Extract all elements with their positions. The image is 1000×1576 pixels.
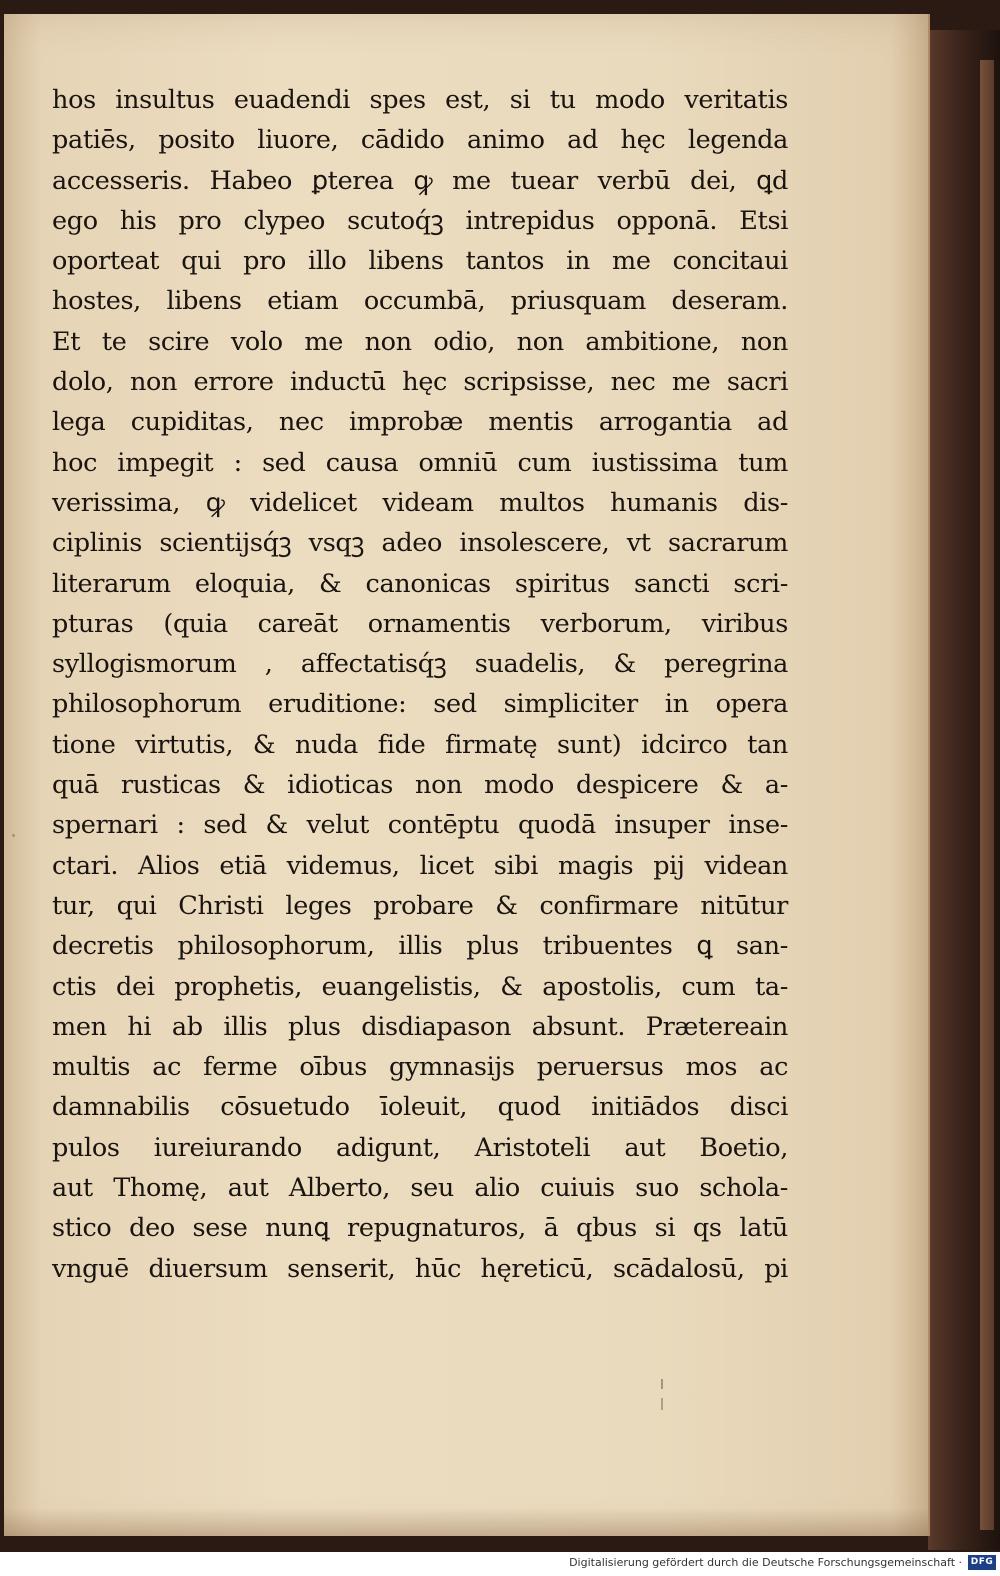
text-line: stico deo sese nunꝗ repugnaturos, ā qbus si qs latū (52, 1213, 788, 1244)
text-line: pulos iureiurando adigunt, Aristoteli aut Boetio, (52, 1132, 788, 1163)
text-line: tione virtutis, & nuda fide firmatę sunt) idcirco tan (52, 729, 788, 760)
dfg-logo-icon: DFG (968, 1555, 996, 1570)
text-line: hoc impegit : sed causa omniū cum iustissima tum (52, 447, 788, 478)
text-line: patiēs, posito liuore, cādido animo ad hęc legenda (52, 125, 788, 156)
text-line: quā rusticas & idioticas non modo despicere & a- (52, 770, 788, 801)
book-edge-highlight (980, 60, 994, 1530)
text-line: decretis philosophorum, illis plus tribuentes ꝗ san- (52, 931, 788, 962)
text-line: lega cupiditas, nec improbæ mentis arrogantia ad (52, 407, 788, 438)
text-line: dolo, non errore inductū hęc scripsisse, nec me sacri (52, 367, 788, 398)
text-line: vnguē diuersum senserit, hūc hęreticū, scādalosū, pi (52, 1253, 788, 1284)
funding-credit: Digitalisierung gefördert durch die Deutsche Forschungsgemeinschaft · (569, 1556, 962, 1569)
text-line: men hi ab illis plus disdiapason absunt. Prætereain (52, 1011, 788, 1042)
text-block (52, 80, 800, 1289)
text-line: philosophorum eruditione: sed simpliciter in opera (52, 689, 788, 720)
text-line: oporteat qui pro illo libens tantos in me concitaui (52, 246, 788, 277)
text-line: hostes, libens etiam occumbā, priusquam deseram. (52, 286, 788, 317)
text-line: ciplinis scientijsq́ꝫ vsqꝫ adeo insolescere, vt sacrarum (52, 528, 788, 559)
text-line: tur, qui Christi leges probare & confirmare nitūtur (52, 890, 788, 921)
page-shadow (4, 1508, 928, 1536)
text-line: Et te scire volo me non odio, non ambitione, non (52, 326, 788, 357)
text-line: ego his pro clypeo scutoq́ꝫ intrepidus opponā. Etsi (52, 205, 788, 236)
paper-fleck (661, 1398, 663, 1410)
text-line: damnabilis cōsuetudo īoleuit, quod initiādos disci (52, 1092, 788, 1123)
text-line: ctari. Alios etiā videmus, licet sibi magis pij videan (52, 850, 788, 881)
text-line: pturas (quia careāt ornamentis verborum, viribus (52, 608, 788, 639)
paper-fleck (12, 834, 15, 837)
paper-fleck (661, 1379, 663, 1389)
text-line: aut Thomę, aut Alberto, seu alio cuiuis suo schola- (52, 1173, 788, 1204)
book-page (4, 14, 930, 1536)
text-line: syllogismorum , affectatisq́ꝫ suadelis, & peregrina (52, 649, 788, 680)
text-line: ctis dei prophetis, euangelistis, & apostolis, cum ta- (52, 971, 788, 1002)
text-line: literarum eloquia, & canonicas spiritus sancti scri- (52, 568, 788, 599)
footer-bar (0, 1552, 1000, 1576)
text-line: spernari : sed & velut contēptu quodā insuper inse- (52, 810, 788, 841)
text-line: accesseris. Habeo ꝑterea ꝙ me tuear verbū dei, ꝗd (52, 165, 788, 196)
text-line: multis ac ferme oībus gymnasijs peruersus mos ac (52, 1052, 788, 1083)
text-line: verissima, ꝙ videlicet videam multos humanis dis- (52, 487, 788, 518)
text-line: hos insultus euadendi spes est, si tu modo veritatis (52, 85, 788, 115)
